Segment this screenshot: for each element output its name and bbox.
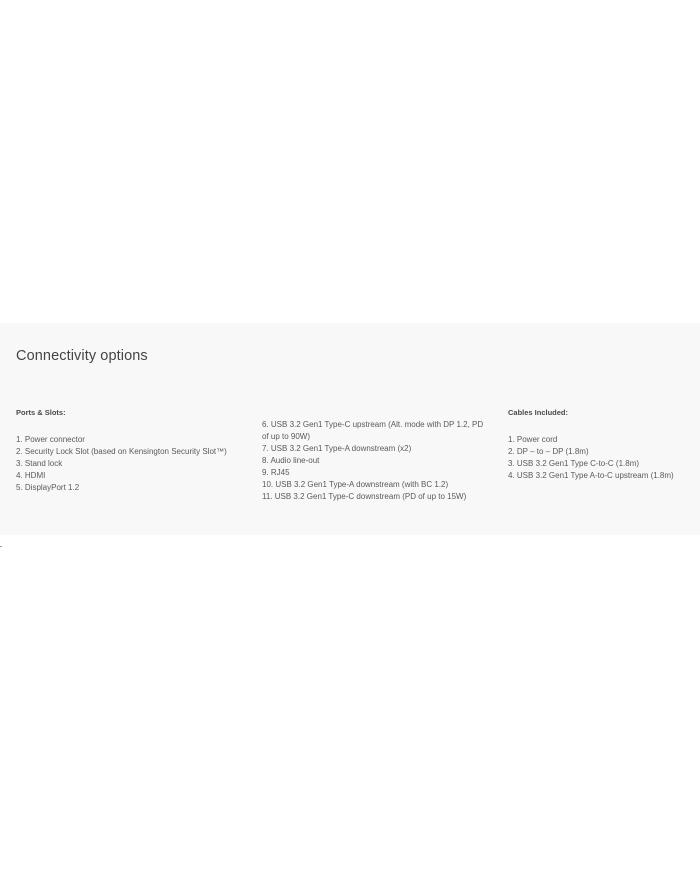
list-item: 1. Power cord <box>508 435 558 444</box>
cables-included-list <box>508 434 688 482</box>
cables-included-heading: Cables Included: <box>508 408 569 417</box>
list-item: 2. Security Lock Slot (based on Kensington Security Slot™) <box>16 447 227 456</box>
cables-included-column <box>508 434 688 482</box>
list-item: 11. USB 3.2 Gen1 Type-C downstream (PD of up to 15W) <box>262 492 467 501</box>
ports-slots-continued-list <box>262 419 490 503</box>
edge-mark <box>0 546 2 547</box>
ports-slots-heading: Ports & Slots: <box>16 408 66 417</box>
list-item: 7. USB 3.2 Gen1 Type-A downstream (x2) <box>262 444 412 453</box>
list-item: 1. Power connector <box>16 435 85 444</box>
list-item: 3. USB 3.2 Gen1 Type C-to-C (1.8m) <box>508 459 640 468</box>
list-item: 2. DP – to – DP (1.8m) <box>508 447 589 456</box>
ports-slots-continued-column <box>262 419 490 503</box>
list-item: 6. USB 3.2 Gen1 Type-C upstream (Alt. mode with DP 1.2, PD of up to 90W) <box>262 420 484 441</box>
list-item: 4. USB 3.2 Gen1 Type A-to-C upstream (1.8m) <box>508 471 674 480</box>
ports-slots-column <box>16 434 236 494</box>
list-item: 3. Stand lock <box>16 459 63 468</box>
list-item: 4. HDMI <box>16 471 46 480</box>
ports-slots-list <box>16 434 236 494</box>
section-title: Connectivity options <box>16 348 148 364</box>
list-item: 8. Audio line-out <box>262 456 320 465</box>
list-item: 5. DisplayPort 1.2 <box>16 483 80 492</box>
list-item: 10. USB 3.2 Gen1 Type-A downstream (with BC 1.2) <box>262 480 449 489</box>
list-item: 9. RJ45 <box>262 468 290 477</box>
